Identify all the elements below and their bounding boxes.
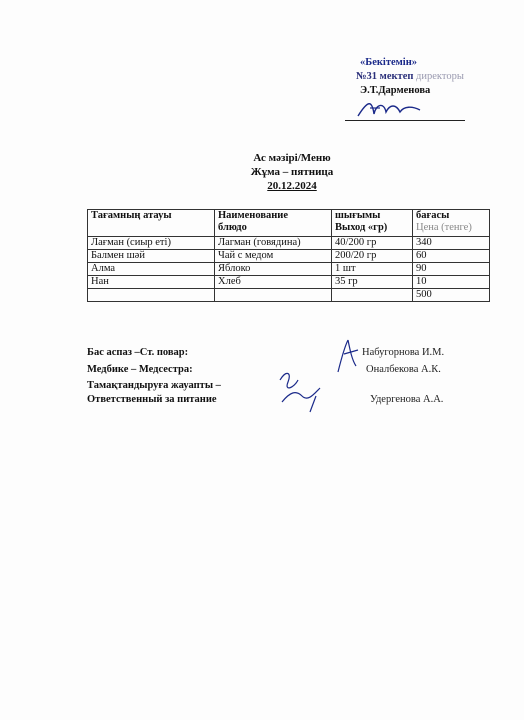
menu-title: Ас мәзірі/Меню — [253, 152, 331, 164]
nurse-label: Медбике – Медсестра: — [87, 364, 193, 375]
table-row: Нан Хлеб 35 гр 10 — [88, 276, 490, 289]
header-price: бағасы Цена (тенге) — [413, 210, 490, 237]
table-row: Алма Яблоко 1 шт 90 — [88, 263, 490, 276]
menu-day: Жұма – пятница — [250, 166, 334, 178]
header-ru-name: Наименование блюдо — [215, 210, 332, 237]
header-kz-name: Тағамның атауы — [88, 210, 215, 237]
approval-role: директоры — [416, 71, 464, 82]
menu-date: 20.12.2024 — [267, 180, 317, 192]
director-signature-icon — [350, 96, 440, 122]
header-output: шығымы Выход «гр) — [332, 210, 413, 237]
responsible-label-kz: Тамақтандыруға жауапты – — [87, 380, 221, 391]
chef-name: Набугорнова И.М. — [362, 347, 445, 358]
chef-label: Бас аспаз –Ст. повар: — [87, 347, 189, 358]
approval-position — [356, 70, 464, 84]
table-total-row — [88, 289, 490, 302]
menu-table — [87, 209, 490, 302]
approval-school: №31 мектеп — [356, 71, 414, 82]
responsible-signature-icon — [272, 366, 332, 416]
approval-title: «Бекітемін» — [360, 57, 418, 68]
total-price: 500 — [413, 289, 490, 302]
approval-signature-line — [345, 120, 465, 121]
table-row: Балмен шәй Чай с медом 200/20 гр 60 — [88, 250, 490, 263]
table-row: Лағман (сиыр еті) Лагман (говядина) 40/200 гр 340 — [88, 237, 490, 250]
responsible-name: Удергенова А.А. — [370, 394, 444, 405]
chef-signature-icon — [334, 336, 364, 376]
nurse-name: Оналбекова А.К. — [366, 364, 441, 375]
approval-director-name: Э.Т.Дарменова — [360, 85, 431, 96]
responsible-label-ru: Ответственный за питание — [87, 394, 217, 405]
table-header-row — [88, 210, 490, 237]
